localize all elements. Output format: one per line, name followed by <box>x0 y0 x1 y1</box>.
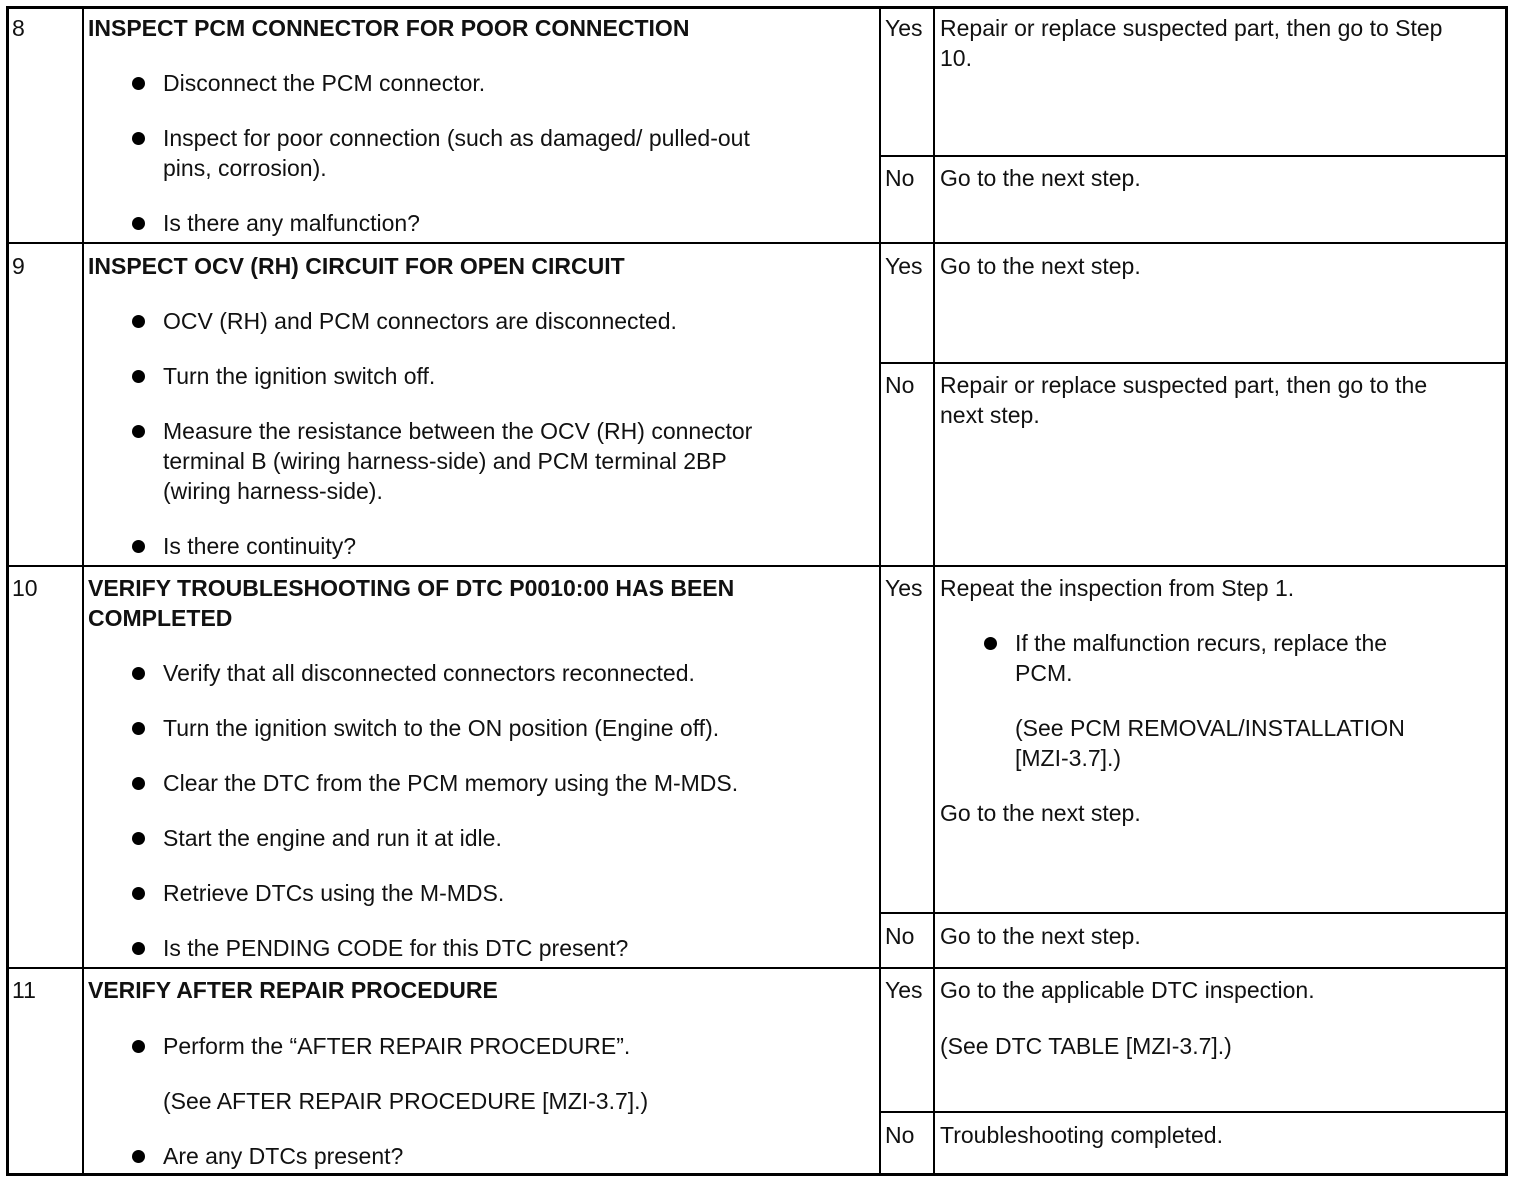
row-divider <box>6 565 1508 567</box>
bullet-icon <box>132 667 145 680</box>
yes-action: Go to the next step. <box>940 253 1141 279</box>
table-border-left <box>6 6 9 1176</box>
bullet-icon <box>132 217 145 230</box>
yes-label: Yes <box>885 575 923 601</box>
bullet-icon <box>132 1150 145 1163</box>
bullet-icon <box>984 637 997 650</box>
column-divider-action <box>933 6 935 1176</box>
table-border-right <box>1505 6 1508 1176</box>
step-number: 11 <box>12 977 36 1003</box>
step-title: COMPLETED <box>88 605 233 631</box>
step-item: Perform the “AFTER REPAIR PROCEDURE”. <box>163 1033 631 1059</box>
yes-reference: [MZI-3.7].) <box>1015 745 1122 771</box>
yes-bullet-item: If the malfunction recurs, replace the <box>1015 630 1388 656</box>
step-item: Are any DTCs present? <box>163 1143 404 1169</box>
bullet-icon <box>132 370 145 383</box>
bullet-icon <box>132 887 145 900</box>
step-item: Measure the resistance between the OCV (RH) connector <box>163 418 753 444</box>
yes-action: Go to the applicable DTC inspection. <box>940 977 1315 1003</box>
step-title: VERIFY AFTER REPAIR PROCEDURE <box>88 977 498 1003</box>
step-item: Clear the DTC from the PCM memory using the M-MDS. <box>163 770 739 796</box>
step-item: terminal B (wiring harness-side) and PCM terminal 2BP <box>163 448 727 474</box>
step-item: Is there any malfunction? <box>163 210 420 236</box>
step-item-note: (See AFTER REPAIR PROCEDURE [MZI-3.7].) <box>163 1088 649 1114</box>
yes-action: Repair or replace suspected part, then go to Step <box>940 15 1443 41</box>
bullet-icon <box>132 722 145 735</box>
no-action: Go to the next step. <box>940 165 1141 191</box>
step-item: Verify that all disconnected connectors reconnected. <box>163 660 695 686</box>
step-item: pins, corrosion). <box>163 155 327 181</box>
step-item: Start the engine and run it at idle. <box>163 825 502 851</box>
yes-action: Repeat the inspection from Step 1. <box>940 575 1295 601</box>
bullet-icon <box>132 942 145 955</box>
yes-no-divider <box>879 362 1508 364</box>
yes-label: Yes <box>885 977 923 1003</box>
step-item: Turn the ignition switch off. <box>163 363 436 389</box>
yes-action: Go to the next step. <box>940 800 1141 826</box>
yes-reference: (See DTC TABLE [MZI-3.7].) <box>940 1033 1232 1059</box>
yes-label: Yes <box>885 15 923 41</box>
step-number: 8 <box>12 15 25 41</box>
step-item: (wiring harness-side). <box>163 478 383 504</box>
step-title: INSPECT OCV (RH) CIRCUIT FOR OPEN CIRCUIT <box>88 253 625 279</box>
step-item: OCV (RH) and PCM connectors are disconnected. <box>163 308 677 334</box>
step-number: 9 <box>12 253 25 279</box>
step-title: VERIFY TROUBLESHOOTING OF DTC P0010:00 HAS BEEN <box>88 575 735 601</box>
bullet-icon <box>132 777 145 790</box>
step-item: Is the PENDING CODE for this DTC present? <box>163 935 629 961</box>
yes-label: Yes <box>885 253 923 279</box>
bullet-icon <box>132 132 145 145</box>
bullet-icon <box>132 315 145 328</box>
step-item: Retrieve DTCs using the M-MDS. <box>163 880 505 906</box>
no-action: Troubleshooting completed. <box>940 1122 1223 1148</box>
step-title: INSPECT PCM CONNECTOR FOR POOR CONNECTION <box>88 15 690 41</box>
yes-no-divider <box>879 1111 1508 1113</box>
column-divider-result <box>879 6 881 1176</box>
yes-no-divider <box>879 155 1508 157</box>
row-divider <box>6 242 1508 244</box>
column-divider-step <box>82 6 84 1176</box>
bullet-icon <box>132 425 145 438</box>
no-label: No <box>885 923 915 949</box>
table-border-top <box>6 6 1508 9</box>
step-item: Turn the ignition switch to the ON position (Engine off). <box>163 715 720 741</box>
bullet-icon <box>132 77 145 90</box>
no-label: No <box>885 1122 915 1148</box>
step-item: Is there continuity? <box>163 533 357 559</box>
bullet-icon <box>132 832 145 845</box>
row-divider <box>6 967 1508 969</box>
yes-action: 10. <box>940 45 972 71</box>
yes-no-divider <box>879 912 1508 914</box>
bullet-icon <box>132 1040 145 1053</box>
table-border-bottom <box>6 1173 1508 1176</box>
no-action: Repair or replace suspected part, then go to the <box>940 372 1428 398</box>
yes-reference: (See PCM REMOVAL/INSTALLATION <box>1015 715 1405 741</box>
yes-bullet-item: PCM. <box>1015 660 1073 686</box>
step-number: 10 <box>12 575 38 601</box>
no-label: No <box>885 372 915 398</box>
bullet-icon <box>132 540 145 553</box>
step-item: Inspect for poor connection (such as damaged/ pulled-out <box>163 125 750 151</box>
no-label: No <box>885 165 915 191</box>
no-action: Go to the next step. <box>940 923 1141 949</box>
no-action: next step. <box>940 402 1040 428</box>
step-item: Disconnect the PCM connector. <box>163 70 486 96</box>
